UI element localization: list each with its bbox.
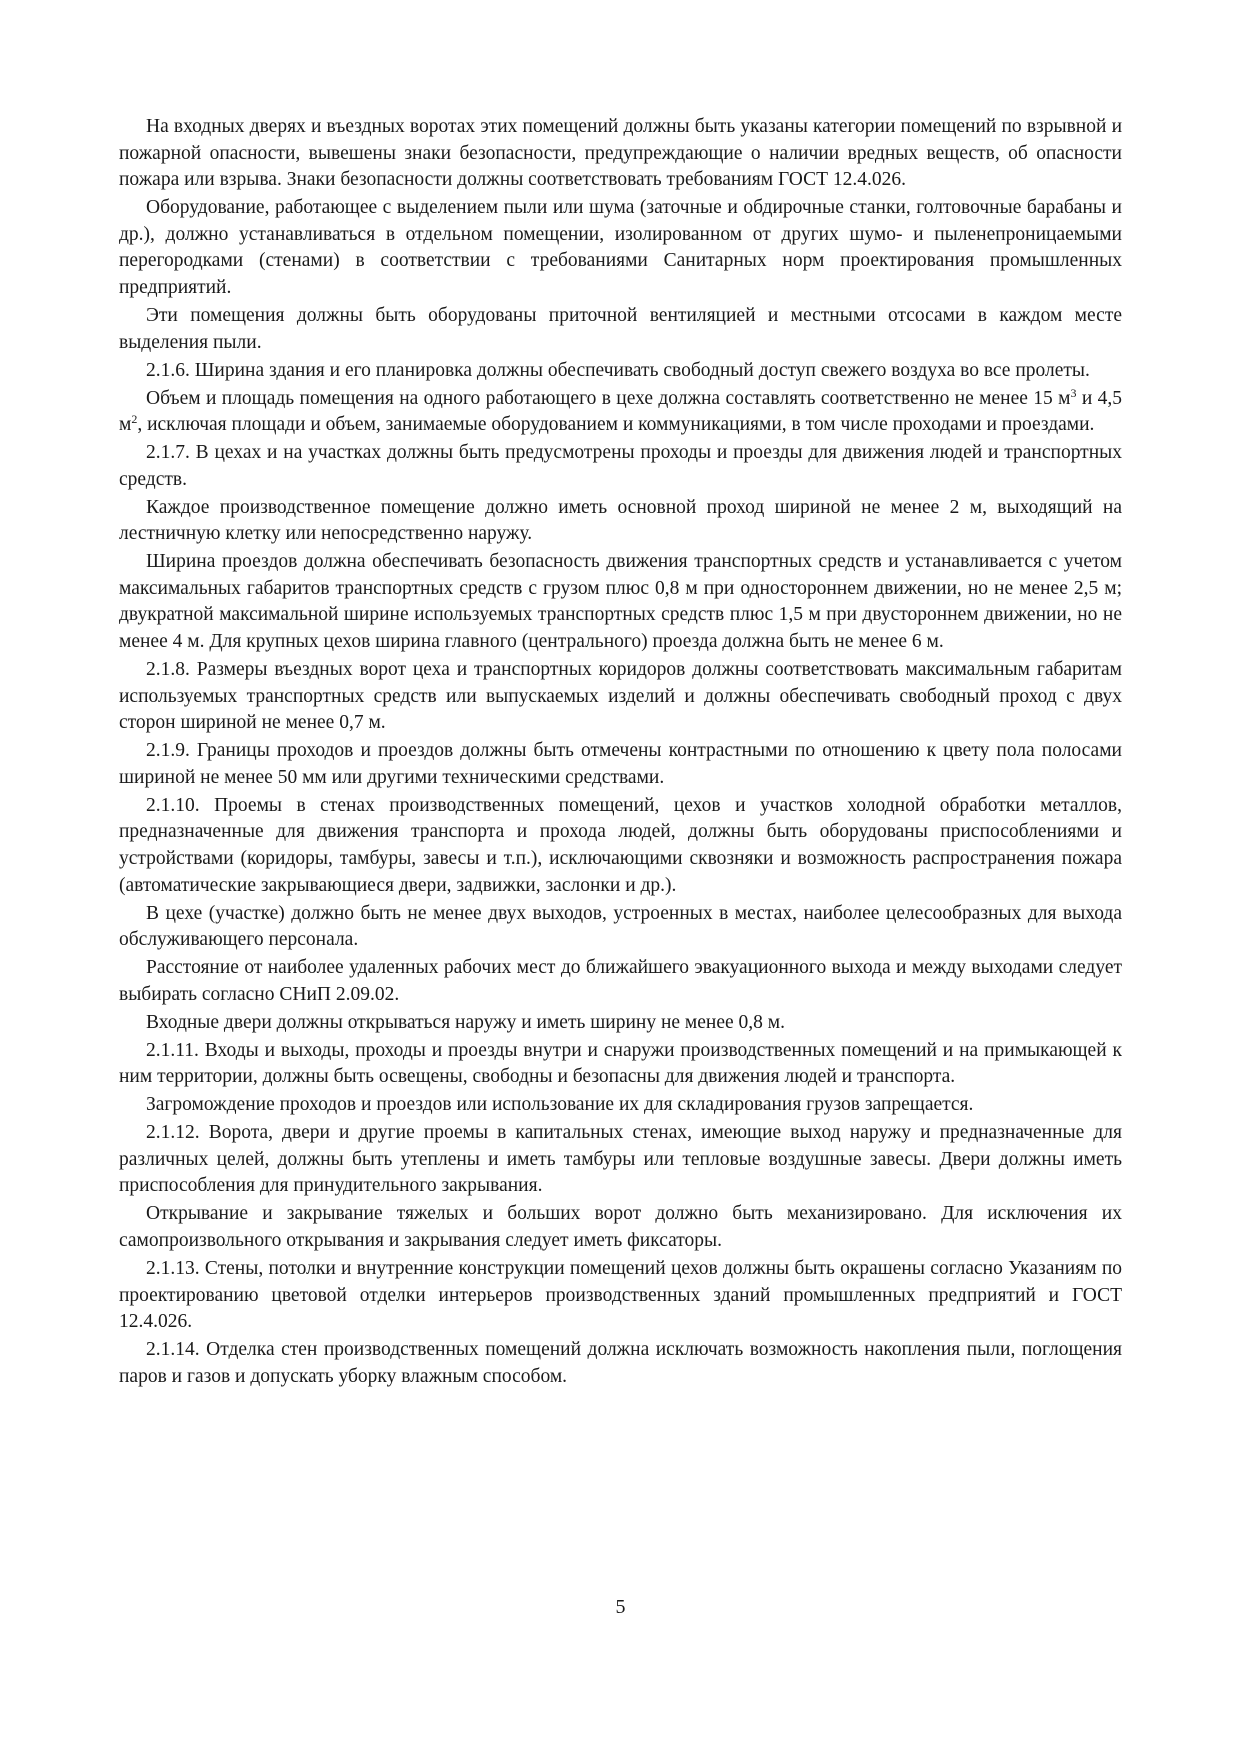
paragraph: Ширина проездов должна обеспечивать безопасность движения транспортных средств и устанавливается с учетом максимальных габаритов транспортных средств с грузом плюс 0,8 м при одностороннем движении, но не менее 2,5 м; двукратной максимальной ширине используемых транспортных средств плюс 1,5 м при двустороннем движении, но не менее 4 м. Для крупных цехов ширина главного (центрального) проезда должна быть не менее 6 м. [119,551,1122,653]
paragraph: 2.1.6. Ширина здания и его планировка должны обеспечивать свободный доступ свежего воздуха во все пролеты. [146,359,1090,381]
paragraph-area-volume [119,386,1122,439]
text-run: , исключая площади и объем, занимаемые оборудованием и коммуникациями, в том числе проходами и проездами. [137,414,1095,436]
page-number: 5 [615,1596,626,1618]
paragraph: Открывание и закрывание тяжелых и больших ворот должно быть механизировано. Для исключения их самопроизвольного открывания и закрывания следует иметь фиксаторы. [119,1203,1122,1251]
paragraph: 2.1.10. Проемы в стенах производственных помещений, цехов и участков холодной обработки металлов, предназначенные для движения транспорта и прохода людей, должны быть оборудованы приспособлениями и устройствами (коридоры, тамбуры, завесы и т.п.), исключающими сквозняки и возможность распространения пожара (автоматические закрывающиеся двери, задвижки, заслонки и др.). [119,794,1122,896]
paragraph: Каждое производственное помещение должно иметь основной проход шириной не менее 2 м, выходящий на лестничную клетку или непосредственно наружу. [119,496,1122,545]
paragraph: 2.1.8. Размеры въездных ворот цеха и транспортных коридоров должны соответствовать максимальным габаритам используемых транспортных средств или выпускаемых изделий и должны обеспечивать свободный проход с двух сторон шириной не менее 0,7 м. [119,659,1122,734]
superscript: 3 [1070,385,1077,400]
paragraph: 2.1.14. Отделка стен производственных помещений должна исключать возможность накопления пыли, поглощения паров и газов и допускать уборку влажным способом. [119,1339,1122,1387]
document-body [119,114,1122,1392]
paragraph: Входные двери должны открываться наружу и иметь ширину не менее 0,8 м. [146,1011,785,1033]
paragraph: Расстояние от наиболее удаленных рабочих мест до ближайшего эвакуационного выхода и между выходами следует выбирать согласно СНиП 2.09.02. [119,957,1122,1005]
paragraph: 2.1.9. Границы проходов и проездов должны быть отмечены контрастными по отношению к цвету пола полосами шириной не менее 50 мм или другими техническими средствами. [119,740,1122,788]
text-run: и 4,5 м [119,387,1122,436]
text-run: Объем и площадь помещения на одного работающего в цехе должна составлять соответственно не менее 15 м [146,387,1071,409]
paragraph: Оборудование, работающее с выделением пыли или шума (заточные и обдирочные станки, голтовочные барабаны и др.), должно устанавливаться в отдельном помещении, изолированном от других шумо- и пыленепроницаемыми перегородками (стенами) в соответствии с требованиями Санитарных норм проектирования промышленных предприятий. [119,197,1122,298]
paragraph: Загромождение проходов и проездов или использование их для складирования грузов запрещается. [146,1094,974,1116]
paragraph: На входных дверях и въездных воротах этих помещений должны быть указаны категории помещений по взрывной и пожарной опасности, вывешены знаки безопасности, предупреждающие о наличии вредных веществ, об опасности пожара или взрыва. Знаки безопасности должны соответствовать требованиям ГОСТ 12.4.026. [119,116,1122,191]
paragraph: 2.1.13. Стены, потолки и внутренние конструкции помещений цехов должны быть окрашены согласно Указаниям по проектированию цветовой отделки интерьеров производственных зданий промышленных предприятий и ГОСТ 12.4.026. [119,1257,1122,1333]
paragraph: Эти помещения должны быть оборудованы приточной вентиляцией и местными отсосами в каждом месте выделения пыли. [119,304,1122,353]
paragraph: 2.1.11. Входы и выходы, проходы и проезды внутри и снаружи производственных помещений и на примыкающей к ним территории, должны быть освещены, свободны и безопасны для движения людей и транспорта. [119,1039,1122,1088]
paragraph: 2.1.12. Ворота, двери и другие проемы в капитальных стенах, имеющие выход наружу и предназначенные для различных целей, должны быть утеплены и иметь тамбуры или тепловые воздушные завесы. Двери должны иметь приспособления для принудительного закрывания. [119,1122,1122,1197]
superscript: 2 [131,412,138,427]
paragraph: 2.1.7. В цехах и на участках должны быть предусмотрены проходы и проезды для движения людей и транспортных средств. [119,442,1122,490]
paragraph: В цехе (участке) должно быть не менее двух выходов, устроенных в местах, наиболее целесообразных для выхода обслуживающего персонала. [119,902,1122,951]
